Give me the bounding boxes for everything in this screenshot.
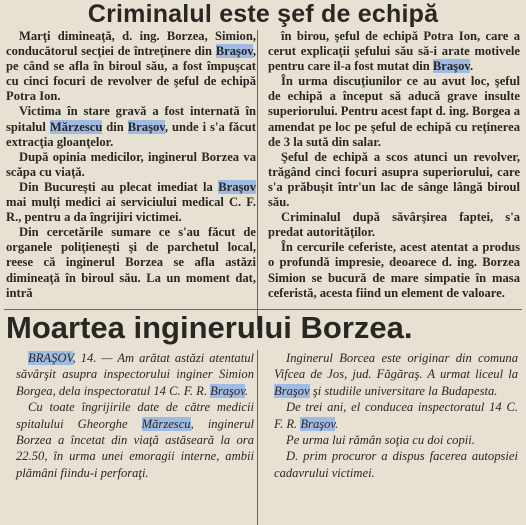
text-segment: După opinia medicilor, inginerul Borzea va scăpa cu viaţă. — [6, 149, 256, 179]
highlighted-term: Braşov — [210, 383, 245, 398]
paragraph — [6, 29, 256, 104]
text-segment: mai mulţi medici ai serviciului medical C. F. R., pentru a da îngrijiri victimei. — [6, 195, 256, 225]
text-segment: Inginerul Borcea este originar din comuna Vifcea de Jos, jud. Făgăraş. A urmat liceul la — [274, 351, 518, 382]
text-segment: În cercurile ceferiste, acest atentat a produs o profundă impresie, deoarece d. ing. Borzea Simion se bucură de mare simpatie în masa ceferistă, acesta fiind un element de valoare. — [268, 240, 520, 300]
highlighted-term: Braşov — [215, 44, 253, 59]
article2-headline: Moartea inginerului Borzea. — [6, 310, 413, 345]
paragraph — [274, 399, 518, 432]
article2-left-column — [16, 350, 254, 481]
highlighted-term: Braşov — [218, 179, 256, 194]
text-segment: din — [102, 119, 128, 134]
article1-left-column — [6, 29, 256, 301]
paragraph — [16, 399, 254, 481]
text-segment: în birou, şeful de echipă Potra Ion, care a cerut explicaţii şefului său să-i arate motivele pentru care il-a fost mutat din — [268, 29, 520, 74]
highlighted-term: Mărzescu — [49, 119, 103, 134]
text-segment: , unde i s'a făcut extracţia gloanţelor. — [6, 119, 256, 149]
highlighted-term: Braşov — [300, 416, 336, 431]
paragraph — [274, 350, 518, 399]
paragraph — [268, 240, 520, 300]
text-segment: Criminalul după săvârşirea faptei, s'a predat autorităţilor. — [268, 210, 520, 240]
text-segment: Şeful de echipă a scos atunci un revolver, trăgând cinci focuri asupra superiorului, care s'a prăbuşit într'un lac de sânge lângă biroul său. — [268, 149, 520, 210]
text-segment: D. prim procuror a dispus facerea autopsiei cadavrului victimei. — [274, 449, 518, 480]
highlighted-term: Braşov — [274, 383, 310, 398]
paragraph — [274, 432, 518, 448]
paragraph — [6, 104, 256, 149]
highlighted-term: Braşov — [127, 119, 165, 134]
text-segment: , 14. — Am arătat astăzi atentatul săvârşit asupra inspectorului inginer Simion Borgea, dela inspectoratul 14 C. F. R. — [16, 351, 254, 398]
paragraph — [274, 448, 518, 481]
text-segment: . — [335, 416, 339, 431]
text-segment: Marţi dimineaţă, d. ing. Borzea, Simion, conducătorul secţiei de întreţinere din — [6, 29, 256, 59]
text-segment: şi studiile universitare la Budapesta. — [309, 383, 498, 398]
text-segment: , inginerul Borzea a încetat din viaţă astăseară la ora 22.50, în urma unei emoragii interne, ambii plămâni fiindu-i perforaţi. — [16, 416, 254, 480]
text-segment: Pe urma lui rămân soţia cu doi copii. — [286, 433, 475, 448]
paragraph — [6, 180, 256, 225]
text-segment: De trei ani, el conducea inspectoratul 14 C. F. R. — [274, 400, 518, 431]
text-segment: . — [244, 383, 249, 398]
article1-right-column — [268, 29, 520, 301]
text-segment: Cu toate îngrijirile date de către medicii spitalului Gheorghe — [16, 400, 254, 431]
highlighted-term: Mărzescu — [141, 416, 191, 431]
article1-headline: Criminalul este şef de echipă — [87, 0, 439, 28]
paragraph — [268, 74, 520, 149]
text-segment: Din Bucureşti au plecat imediat la — [19, 179, 219, 194]
text-segment: , pe când se afla în biroul său, a fost împuşcat cu cinci focuri de revolver de şeful de echipă Potra Ion. — [6, 44, 256, 104]
paragraph — [268, 150, 520, 210]
paragraph — [268, 29, 520, 74]
article1-body — [6, 29, 520, 332]
paragraph — [6, 225, 256, 300]
highlighted-term: BRAŞOV — [28, 351, 73, 365]
text-segment: . — [469, 59, 474, 74]
paragraph — [268, 210, 520, 240]
paragraph — [16, 350, 254, 399]
text-segment: Din cercetările sumare ce s'au făcut de organele poliţieneşti şi de parchetul local, reese că inginerul Borzea se afla astăzi dimineaţă în biroul său. La un moment dat, intră — [6, 225, 256, 300]
article2-right-column — [274, 350, 518, 481]
highlighted-term: Braşov — [432, 59, 470, 74]
text-segment: Victima în stare gravă a fost internată în spitalul — [6, 104, 256, 134]
paragraph — [6, 150, 256, 180]
article2-body — [6, 350, 520, 525]
text-segment: În urma discuţiunilor ce au avut loc, şeful de echipă a început să aducă grave insulte superiorului. Pentru acest fapt d. ing. Borgea a amendat pe loc pe şeful de echipă cu reţinerea de 3 la sută din salar. — [268, 74, 520, 149]
